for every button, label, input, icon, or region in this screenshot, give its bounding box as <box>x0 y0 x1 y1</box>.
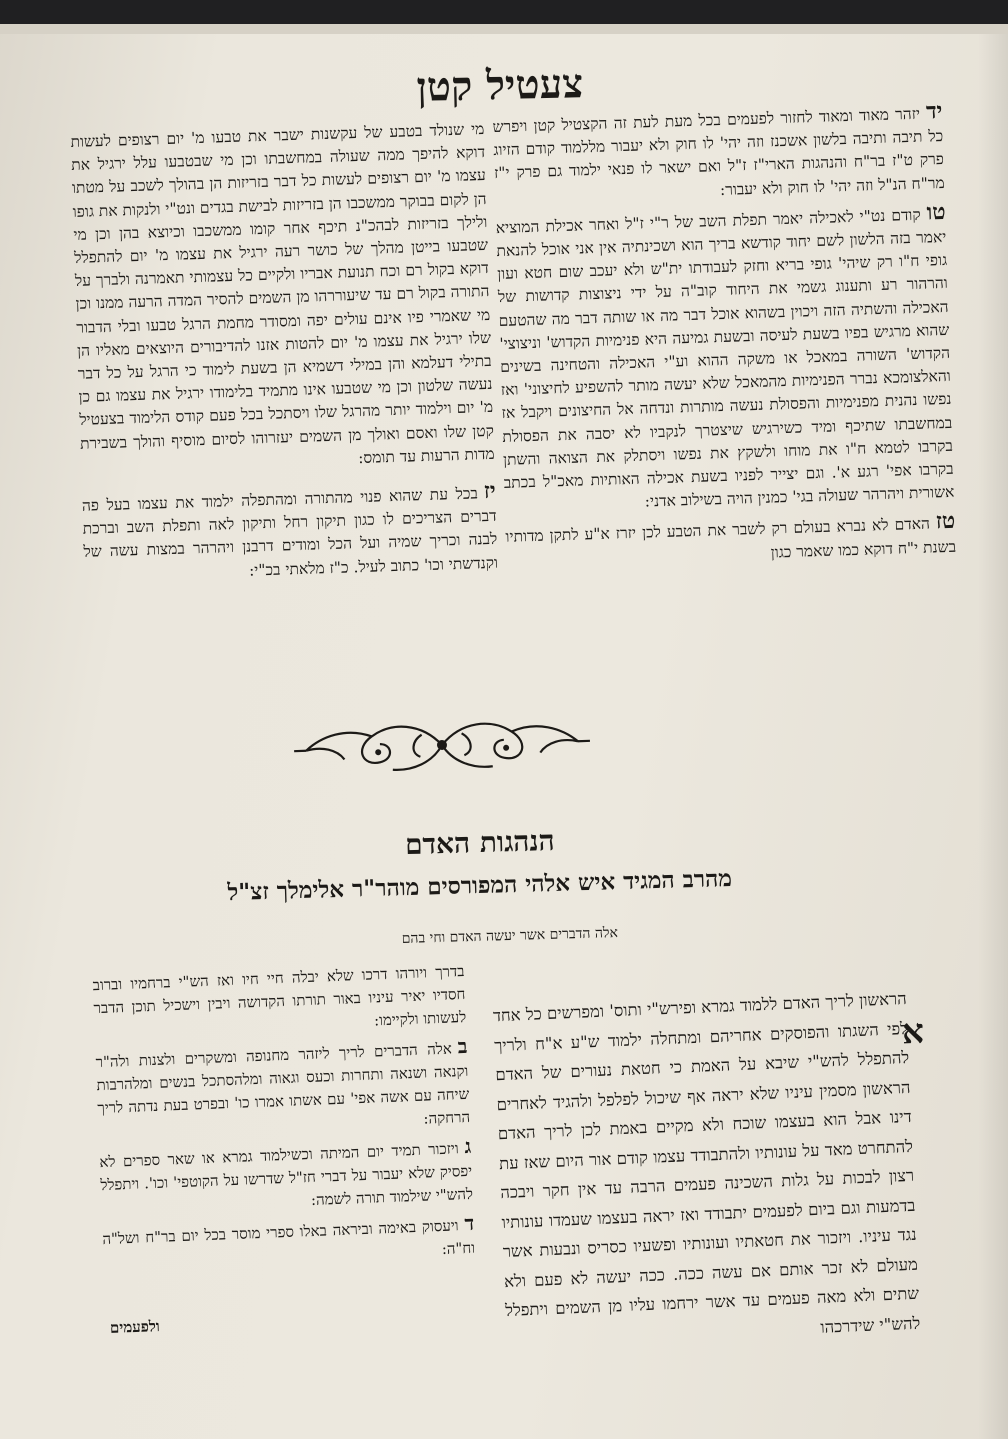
catchword: ולפעמים <box>109 1317 160 1337</box>
section-marker: יד <box>925 98 943 125</box>
paragraph-text: האדם לא נברא בעולם רק לשבר את הטבע לכן יזרז א"ע לתקן מדותיו בשנת י"ח דוקא כמו שאמר כגון <box>505 515 957 562</box>
running-head: צעטיל קטן <box>416 60 584 111</box>
upper-left-column <box>70 118 498 594</box>
section-marker: יז <box>483 477 497 505</box>
section-marker: טו <box>926 198 946 226</box>
paragraph-text: ויזכור תמיד יום המיתה וכשילמוד גמרא או שאר ספרים לא יפסיק שלא יעבור על דברי חז"ל שדרשו על הקוטפי' וכו'. ויתפלל להש"י שילמוד תורה לשמה: <box>99 1139 474 1210</box>
section-marker: טז <box>935 508 956 535</box>
top-edge <box>0 0 1008 34</box>
page-shadow <box>978 34 1008 1439</box>
paragraph-continued <box>92 960 466 1043</box>
paragraph-yud-zayin <box>81 477 499 588</box>
paragraph-tet-vav <box>495 198 955 519</box>
section-subtitle: מהרב המגיד איש אלהי המפורסים מוהר"ר אלימלך זצ"ל <box>227 864 733 907</box>
paragraph-yud-dalet <box>492 100 945 209</box>
section-marker: ב <box>457 1033 468 1059</box>
paragraph-text: אלה הדברים לריך ליזהר מחנופה ומשקרים ולצנות ולה"ר וקנאה ושנאה ותחרות וכעס וגאוה ומלהסתכל בנשים ומלהרבות שיחה עם אשה אפי' עם אשתו אמרו כו' ובפרט בעת נדתה לריך הרחקה: <box>95 1039 471 1128</box>
paragraph-text: יזהר מאוד ומאוד לחזור לפעמים בכל מעת לעת זה הקצטיל קטן ויפרש כל תיבה ותיבה בלשון אשכנז וזה יהי' לו חוק ולא יעבור מללמוד קודם הזיוג פרק ט"ז בר"ח והנהגות הארי"ז ז"ל ואם ישאר לו פנאי ילמוד גם פרק י"ז מר"ח הנ"ל וזה יהי' לו חוק ולא יעבור: <box>492 104 945 199</box>
paragraph-bet <box>95 1035 470 1143</box>
lower-left-column <box>92 960 475 1280</box>
paragraph-continued <box>70 118 495 479</box>
paragraph-text: בכל עת שהוא פנוי מהתורה ומהתפלה ילמוד את עצמו בעל פה דברים הצריכים לו כגון תיקון רחל ותיקון לאה ותפלת השב וברכת לבנה וכריך שמיה ועל הכל ומודים דרבנן ויהרהר במצות עשה של וקנדשתי וכו' כתוב לעיל. כ"ז מלאתי בכ"י: <box>81 484 499 580</box>
section-marker: ד <box>464 1210 475 1236</box>
section-title: הנהגות האדם <box>404 823 556 862</box>
paragraph-dalet <box>102 1212 476 1274</box>
paragraph-text: בדרך ויורהו דרכו שלא יבלה חיי חיו ואז הש"י ברחמיו וברוב חסדיו יאיר עיניו באור תורתו הקדושה ויבין וישכיל תוכן הדבר לעשותו ולקיימו: <box>92 961 467 1030</box>
lower-right-column <box>492 984 921 1361</box>
paragraph-text: הראשון לריך האדם ללמוד גמרא ופירש"י ותוס' ומפרשים כל אחד לפי השגתו והפוסקים אחריהם ומתחלה ילמוד ש"ע א"ח ולריך להתפלל להש"י שיבא על האמת כי חטאת נעורים של האדם הראשון מסמין עיניו שלא יראה אף שיכול לפלפל ולהגיד לאחרים דינו אבל הוא בעצמו שוכח ולא מקיים באמת לכן לריך האדם להתחרט מאד על עונותיו ולהתבודד עצמו קודם אור היום שאז עת רצון לבכות על גלות השכינה פעמים הרבה עד אין חקר ויבכה בדמעות וגם ביום לפעמים יתבודד ואז יראה בעצמו שעמדו עונותיו נגד עיניו. ויזכור את חטאתיו ועונותיו ופשעיו כסריס ונבעות אשר מעולם לא זכר אותם אם עשה ככה. ככה יעשה לא פעם ולא שתים ולא מאה פעמים עד אשר ירחמו עליו מן השמים ויתפלל להש"י שידרכהו <box>492 988 921 1337</box>
paragraph-tet-zayin <box>505 510 956 573</box>
paragraph-text: קודם נט"י לאכילה יאמר תפלת השב של ר"י ז"ל ואחר אכילת המוציא יאמר בזה הלשון לשם יחוד קודשא בריך הוא ושכינתיה אין אני אוכל להנאת גופי ח"ו רק שיהי' גופי בריא וחזק לעבודתו ית"ש ולא יעכב שום חטא ועון והרהור רע ותענוג גשמי את היחוד קוב"ה על ידי ניצוצות קדושות של האכילה והשתיה הזה ויכוין בשהוא אוכל דבר מה או שותה דבר מה שהטעם שהוא מרגיש בפיו בשעת לעיסה ובשעת גמיעה היא פנימיות הקדוש' וניצוצי' הקדוש' השורה במאכל או משקה ההוא וע"י האכילה והטחינה בשינים והאלצומכא נברר הפנימיות מהמאכל שלא יעשה מותר להשפיע לחיצוני' ואז נפשו נהנית מפנימיות והפסולת נעשה מותרות ונדחה אל החיצונים ויקבל אז במחשבתו שתיכף ומיד כשירגיש שיצטרך לנקביו לא יסבה את הפסולת בקרבו לטמא ח"ו את מוחו ולשקץ את נפשו ויסתלק את הצואה והשתן בקרבו אפי' רגע א'. וגם יצייר לפניו בשעת אכילה האותיות מאכ"ל בכתב אשורית ויהרהר שעולה בגי' כמנין הויה בשילוב אדני: <box>495 205 955 511</box>
upper-right-column <box>492 100 956 579</box>
section-intro: אלה הדברים אשר יעשה האדם וחי בהם <box>401 924 619 948</box>
scroll-ornament-icon <box>291 707 593 783</box>
paragraph-gimel <box>99 1135 473 1220</box>
section-marker-alef: א <box>901 1011 925 1053</box>
paragraph-alef <box>492 984 920 1355</box>
section-marker: ג <box>464 1133 472 1159</box>
paragraph-text: ויעסוק באימה וביראה באלו ספרי מוסר בכל יום בר"ח ושל"ה וח"ה: <box>102 1216 476 1259</box>
paragraph-text: מי שנולד בטבע של עקשנות ישבר את טבעו מ' יום רצופים לעשות דוקא להיפך ממה שעולה במחשבתו וכן מי שבטבעו עלל ירגיל את עצמו מ' יום רצופים לעשות כל דבר בזריזות הן בהולך לשכב על מטתו הן לקום בבוקר ממשכבו הן בזריזות לבישת בגדים ונט"י ולנקות את גופו ולילך בזריזות לבהכ"נ תיכף אחר קומו ממשכבו וכיוצא בהן וכן מי שטבעו בייטן מהלך של כושר רעה ירגיל את עצמו מ' יום להתפלל דוקא בקול רם וכח תנועת אבריו ולקיים כל עצמותי תאמרנה ולברך על התורה בקול רם עד שיעוררהו מן השמים להסיר המדה הרעה ממנו וכן מי שאמרי פיו אינם עולים יפה ומסודר מחמת הרגל טבעו ובלי הדבור שלו ירגיל את עצמו מ' יום להטות אזנו להדיבורים היוצאים מאליו הן בתילי דעלמא והן במילי דשמיא הן בשעת לימוד כי הרגל על כל דבר נעשה שלטון וכן מי שטבעו אינו מתמיד בלימודו ירגיל את עצמו גם כן מ' יום וילמוד יותר מהרגל שלו ויסתכל בכל פעם קודס הלימוד בצעטיל קטן שלו ואסם ואולך מן השמים יעזרוהו לסיום מוסיף והולך בשבירת מדות הרעות עד תומס: <box>70 119 495 467</box>
